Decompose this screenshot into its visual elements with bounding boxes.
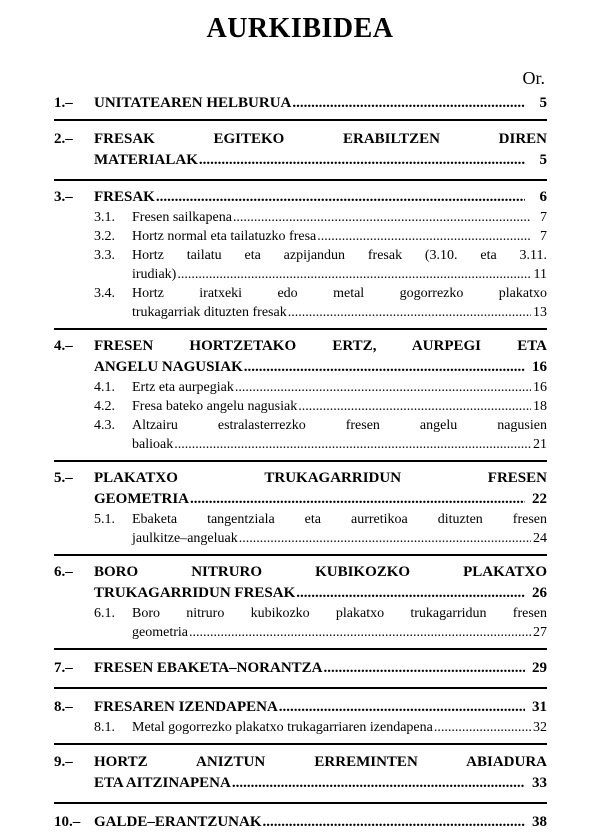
section-number: 4.– xyxy=(54,338,73,354)
page-number: 18 xyxy=(533,399,547,414)
subsection-line xyxy=(94,208,547,227)
subsection-number: 4.2. xyxy=(94,399,115,414)
subsection-number: 5.1. xyxy=(94,512,115,527)
section-number: 5.– xyxy=(54,470,73,486)
subsection-title[interactable]: Hortz iratxeki edo metal gogorrezko plakatxo xyxy=(132,286,547,301)
dot-leader xyxy=(177,265,531,284)
section-number: 7.– xyxy=(54,660,73,676)
dot-leader xyxy=(190,489,525,510)
page-number: 5 xyxy=(539,152,547,168)
page-number: 7 xyxy=(540,210,547,225)
toc-subsection[interactable] xyxy=(54,208,547,227)
section-number: 2.– xyxy=(54,131,73,147)
page-number: 26 xyxy=(532,585,547,601)
section-heading[interactable] xyxy=(54,812,547,833)
subsection-line xyxy=(94,284,547,303)
dot-leader xyxy=(235,378,531,397)
section-line xyxy=(54,187,547,208)
toc-subsection[interactable] xyxy=(54,227,547,246)
section-line xyxy=(54,129,547,150)
section-title[interactable]: TRUKAGARRIDUN FRESAK xyxy=(94,585,296,601)
subsection-title[interactable]: Boro nitruro kubikozko plakatxo trukagarridun fresen xyxy=(132,606,547,621)
page-number: 32 xyxy=(533,720,547,735)
page-number: 27 xyxy=(533,625,547,640)
section-title[interactable]: UNITATEAREN HELBURUA xyxy=(94,95,292,111)
dot-leader xyxy=(156,187,525,208)
section-line xyxy=(54,489,547,510)
section-line xyxy=(54,562,547,583)
section-heading[interactable] xyxy=(54,187,547,208)
page-number: 22 xyxy=(532,491,547,507)
toc-section xyxy=(54,179,547,328)
subsection-title[interactable]: Metal gogorrezko plakatxo trukagarriaren izendapena xyxy=(132,720,433,735)
section-number: 8.– xyxy=(54,699,73,715)
section-heading[interactable] xyxy=(54,658,547,679)
section-number: 6.– xyxy=(54,564,73,580)
dot-leader xyxy=(317,227,531,246)
page-number: 29 xyxy=(532,660,547,676)
toc-section xyxy=(54,743,547,802)
toc-subsection[interactable] xyxy=(54,284,547,322)
toc-subsection[interactable] xyxy=(54,718,547,737)
section-title[interactable]: ANGELU NAGUSIAK xyxy=(94,359,243,375)
subsection-line xyxy=(94,265,547,284)
section-title[interactable]: PLAKATXO TRUKAGARRIDUN FRESEN xyxy=(94,470,547,486)
section-line xyxy=(54,357,547,378)
subsection-line xyxy=(94,416,547,435)
dot-leader xyxy=(279,697,525,718)
section-heading[interactable] xyxy=(54,468,547,510)
toc-section xyxy=(54,687,547,743)
section-title[interactable]: FRESEN HORTZETAKO ERTZ, AURPEGI ETA xyxy=(94,338,547,354)
toc-section xyxy=(54,554,547,648)
toc-section xyxy=(54,460,547,554)
section-number: 1.– xyxy=(54,95,73,111)
subsection-title[interactable]: Fresen sailkapena xyxy=(132,210,232,225)
page-number: 16 xyxy=(532,359,547,375)
page-title: AURKIBIDEA xyxy=(206,13,394,44)
section-title[interactable]: FRESEN EBAKETA–NORANTZA xyxy=(94,660,323,676)
subsection-title[interactable]: geometria xyxy=(132,625,188,640)
toc-subsection[interactable] xyxy=(54,416,547,454)
section-line xyxy=(54,468,547,489)
toc-section xyxy=(54,328,547,460)
dot-leader xyxy=(296,583,525,604)
section-heading[interactable] xyxy=(54,129,547,171)
subsection-line xyxy=(94,435,547,454)
section-heading[interactable] xyxy=(54,93,547,114)
section-title[interactable]: FRESAREN IZENDAPENA xyxy=(94,699,278,715)
section-title[interactable]: GALDE–ERANTZUNAK xyxy=(94,814,262,830)
toc-subsection[interactable] xyxy=(54,397,547,416)
dot-leader xyxy=(298,397,531,416)
toc-section xyxy=(54,802,547,837)
subsection-line xyxy=(94,510,547,529)
subsection-number: 3.1. xyxy=(94,210,115,225)
page-number: 6 xyxy=(539,189,547,205)
section-number: 3.– xyxy=(54,189,73,205)
page-number: 13 xyxy=(533,305,547,320)
section-line xyxy=(54,150,547,171)
page-number: 7 xyxy=(540,229,547,244)
subsection-line xyxy=(94,378,547,397)
dot-leader xyxy=(199,150,525,171)
section-title[interactable]: HORTZ ANIZTUN ERREMINTEN ABIADURA xyxy=(94,754,547,770)
section-line xyxy=(54,93,547,114)
section-line xyxy=(54,336,547,357)
dot-leader xyxy=(239,529,531,548)
subsection-line xyxy=(94,246,547,265)
page-number: 5 xyxy=(539,95,547,111)
subsection-title[interactable]: Altzairu estralasterrezko fresen angelu nagusien xyxy=(132,418,547,433)
subsection-title[interactable]: Fresa bateko angelu nagusiak xyxy=(132,399,298,414)
section-line xyxy=(54,583,547,604)
page-column-label: Or. xyxy=(522,68,545,88)
section-line xyxy=(54,697,547,718)
page-number: 33 xyxy=(532,775,547,791)
dot-leader xyxy=(174,435,531,454)
page-number: 16 xyxy=(533,380,547,395)
toc-section xyxy=(54,93,547,119)
subsection-line xyxy=(94,227,547,246)
section-line xyxy=(54,658,547,679)
dot-leader xyxy=(244,357,525,378)
subsection-title[interactable]: Hortz tailatu eta azpijandun fresak (3.10. eta 3.11. xyxy=(132,248,547,263)
dot-leader xyxy=(434,718,531,737)
dot-leader xyxy=(263,812,525,833)
subsection-line xyxy=(94,718,547,737)
subsection-number: 4.1. xyxy=(94,380,115,395)
dot-leader xyxy=(233,208,531,227)
subsection-title[interactable]: Ertz eta aurpegiak xyxy=(132,380,234,395)
section-title[interactable]: MATERIALAK xyxy=(94,152,198,168)
section-heading[interactable] xyxy=(54,752,547,794)
toc-subsection[interactable] xyxy=(54,378,547,397)
table-of-contents xyxy=(54,93,547,837)
section-heading[interactable] xyxy=(54,697,547,718)
page-number: 11 xyxy=(533,267,547,282)
dot-leader xyxy=(288,303,531,322)
subsection-title[interactable]: Ebaketa tangentziala eta aurretikoa dituzten fresen xyxy=(132,512,547,527)
section-line xyxy=(54,812,547,833)
page-number: 31 xyxy=(532,699,547,715)
subsection-line xyxy=(94,397,547,416)
section-title[interactable]: FRESAK xyxy=(94,189,155,205)
section-line xyxy=(54,752,547,773)
subsection-title[interactable]: jaulkitze–angeluak xyxy=(132,531,238,546)
page-number: 24 xyxy=(533,531,547,546)
subsection-number: 3.3. xyxy=(94,248,115,263)
toc-subsection[interactable] xyxy=(54,604,547,642)
subsection-title[interactable]: irudiak) xyxy=(132,267,177,282)
page-number: 21 xyxy=(533,437,547,452)
section-number: 10.– xyxy=(54,814,81,830)
section-title[interactable]: GEOMETRIA xyxy=(94,491,190,507)
section-heading[interactable] xyxy=(54,336,547,378)
dot-leader xyxy=(189,623,531,642)
toc-subsection[interactable] xyxy=(54,510,547,548)
subsection-number: 6.1. xyxy=(94,606,115,621)
dot-leader xyxy=(324,658,525,679)
section-heading[interactable] xyxy=(54,562,547,604)
section-title[interactable]: FRESAK EGITEKO ERABILTZEN DIREN xyxy=(94,131,547,147)
toc-section xyxy=(54,648,547,687)
toc-section xyxy=(54,119,547,179)
subsection-number: 4.3. xyxy=(94,418,115,433)
subsection-number: 8.1. xyxy=(94,720,115,735)
subsection-line xyxy=(94,623,547,642)
section-number: 9.– xyxy=(54,754,73,770)
subsection-line xyxy=(94,604,547,623)
subsection-line xyxy=(94,303,547,322)
subsection-line xyxy=(94,529,547,548)
subsection-number: 3.4. xyxy=(94,286,115,301)
section-title[interactable]: BORO NITRURO KUBIKOZKO PLAKATXO xyxy=(94,564,547,580)
page-number: 38 xyxy=(532,814,547,830)
dot-leader xyxy=(292,93,525,114)
subsection-title[interactable]: balioak xyxy=(132,437,174,452)
subsection-title[interactable]: trukagarriak dituzten fresak xyxy=(132,305,287,320)
section-line xyxy=(54,773,547,794)
dot-leader xyxy=(232,773,525,794)
subsection-number: 3.2. xyxy=(94,229,115,244)
section-title[interactable]: ETA AITZINAPENA xyxy=(94,775,231,791)
toc-subsection[interactable] xyxy=(54,246,547,284)
subsection-title[interactable]: Hortz normal eta tailatuzko fresa xyxy=(132,229,317,244)
